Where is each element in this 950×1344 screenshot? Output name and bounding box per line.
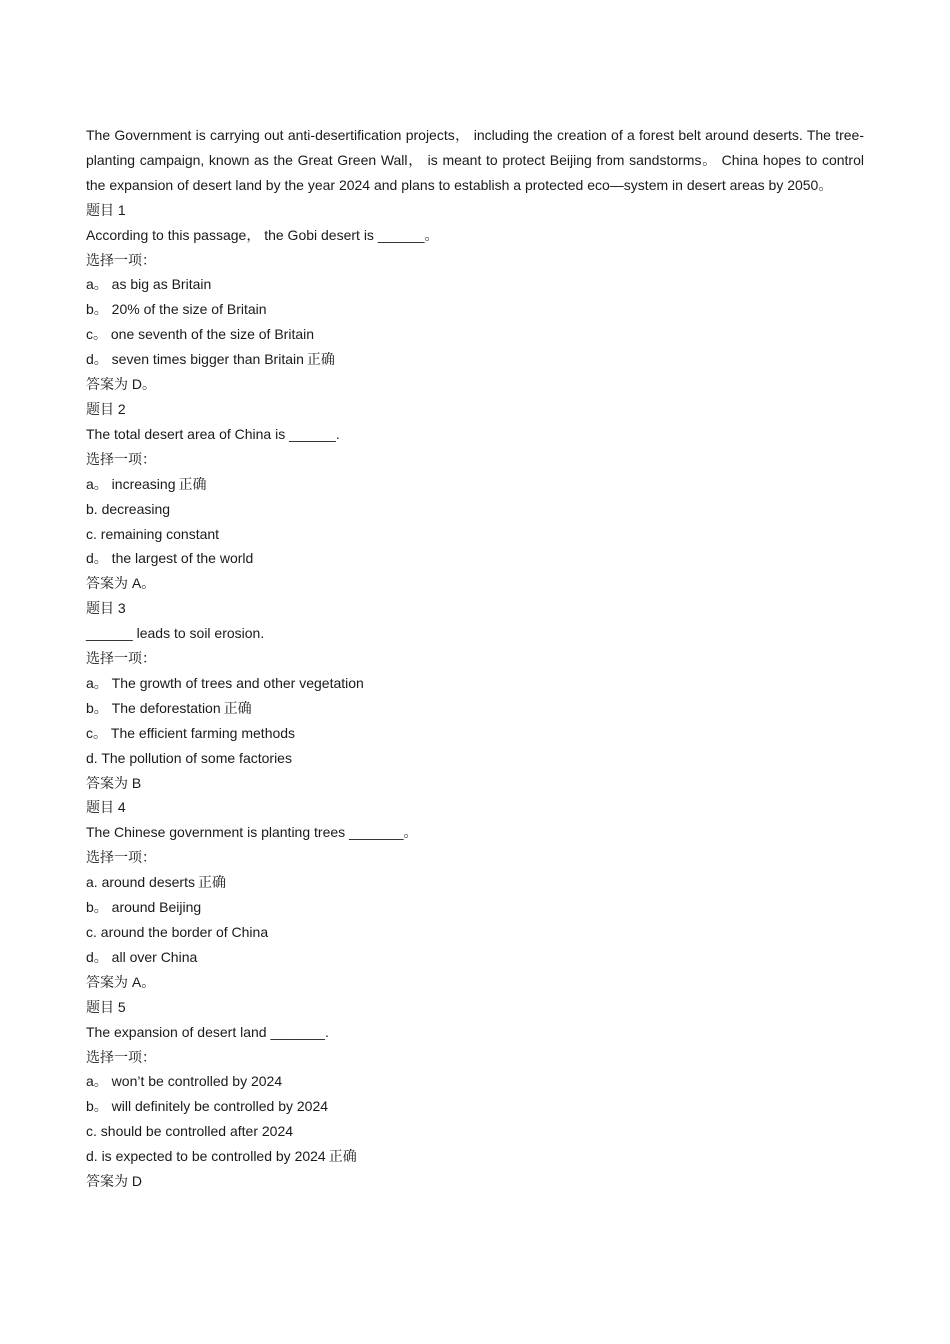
option-text: b。 around Beijing [86, 899, 202, 916]
option-text: c。 The efficient farming methods [86, 724, 296, 741]
question-prompt: ______ leads to soil erosion. [86, 625, 265, 642]
question-heading: 题目 2 [86, 400, 126, 417]
option-text: a。 increasing [86, 475, 176, 492]
option-line [86, 322, 864, 347]
option-line [86, 546, 864, 571]
option-line [86, 1094, 864, 1119]
option-text: d. is expected to be controlled by 2024 [86, 1148, 326, 1165]
option-line [86, 870, 864, 895]
option-text: d。 the largest of the world [86, 550, 254, 567]
option-line [86, 1069, 864, 1094]
option-line [86, 721, 864, 746]
question-prompt: The Chinese government is planting trees _______。 [86, 824, 418, 841]
option-line [86, 497, 864, 522]
option-line [86, 945, 864, 970]
question-block [86, 596, 864, 795]
option-line [86, 895, 864, 920]
option-line [86, 696, 864, 721]
question-heading: 题目 4 [86, 799, 126, 816]
question-block [86, 397, 864, 596]
question-instruction: 选择一项： [86, 849, 156, 866]
option-line [86, 920, 864, 945]
correct-mark: 正确 [178, 475, 207, 492]
option-text: a。 won’t be controlled by 2024 [86, 1073, 283, 1090]
question-heading: 题目 5 [86, 998, 126, 1015]
question-prompt: According to this passage， the Gobi desert is ______。 [86, 226, 439, 243]
correct-mark: 正确 [328, 1148, 357, 1165]
option-text: c. around the border of China [86, 924, 269, 940]
correct-mark: 正确 [223, 699, 252, 716]
question-block [86, 795, 864, 994]
option-text: a. around deserts [86, 874, 195, 891]
option-text: b。 will definitely be controlled by 2024 [86, 1098, 329, 1115]
correct-mark: 正确 [197, 874, 226, 891]
question-heading: 题目 3 [86, 600, 126, 617]
option-line [86, 1144, 864, 1169]
option-text: a。 The growth of trees and other vegetation [86, 674, 364, 691]
option-line [86, 522, 864, 547]
question-instruction: 选择一项： [86, 450, 156, 467]
option-text: a。 as big as Britain [86, 276, 212, 293]
question-prompt: The expansion of desert land _______. [86, 1023, 329, 1040]
answer-line: 答案为 A。 [86, 575, 156, 592]
question-prompt: The total desert area of China is ______. [86, 425, 340, 442]
option-text: c。 one seventh of the size of Britain [86, 326, 315, 343]
question-instruction: 选择一项： [86, 251, 156, 268]
question-block [86, 198, 864, 397]
option-line [86, 472, 864, 497]
option-line [86, 671, 864, 696]
option-line [86, 297, 864, 322]
answer-line: 答案为 B [86, 774, 142, 791]
document-page [86, 123, 864, 1194]
option-text: b。 The deforestation [86, 699, 221, 716]
answer-line: 答案为 D [86, 1173, 142, 1190]
question-heading: 题目 1 [86, 201, 126, 218]
question-instruction: 选择一项： [86, 1048, 156, 1065]
option-line [86, 1119, 864, 1144]
option-text: b。 20% of the size of Britain [86, 301, 267, 318]
option-text: d. The pollution of some factories [86, 749, 292, 766]
option-text: b. decreasing [86, 500, 171, 517]
question-block [86, 995, 864, 1194]
question-instruction: 选择一项： [86, 650, 156, 667]
answer-line: 答案为 A。 [86, 973, 156, 990]
correct-mark: 正确 [306, 351, 335, 368]
option-text: d。 all over China [86, 948, 198, 965]
option-text: c. should be controlled after 2024 [86, 1123, 294, 1140]
option-text: d。 seven times bigger than Britain [86, 351, 304, 368]
reading-passage: The Government is carrying out anti-desertification projects， including the creation of a forest belt around deserts. The tree-planting campaign, known as the Great Green Wall， is meant to protect Beijing from sandstorms。 China hopes to control the expansion of desert land by the year 2024 and plans to establish a protected eco—system in desert areas by 2050。 [86, 127, 864, 193]
option-line [86, 746, 864, 771]
option-line [86, 272, 864, 297]
answer-line: 答案为 D。 [86, 376, 156, 393]
option-text: c. remaining constant [86, 525, 220, 542]
option-line [86, 347, 864, 372]
